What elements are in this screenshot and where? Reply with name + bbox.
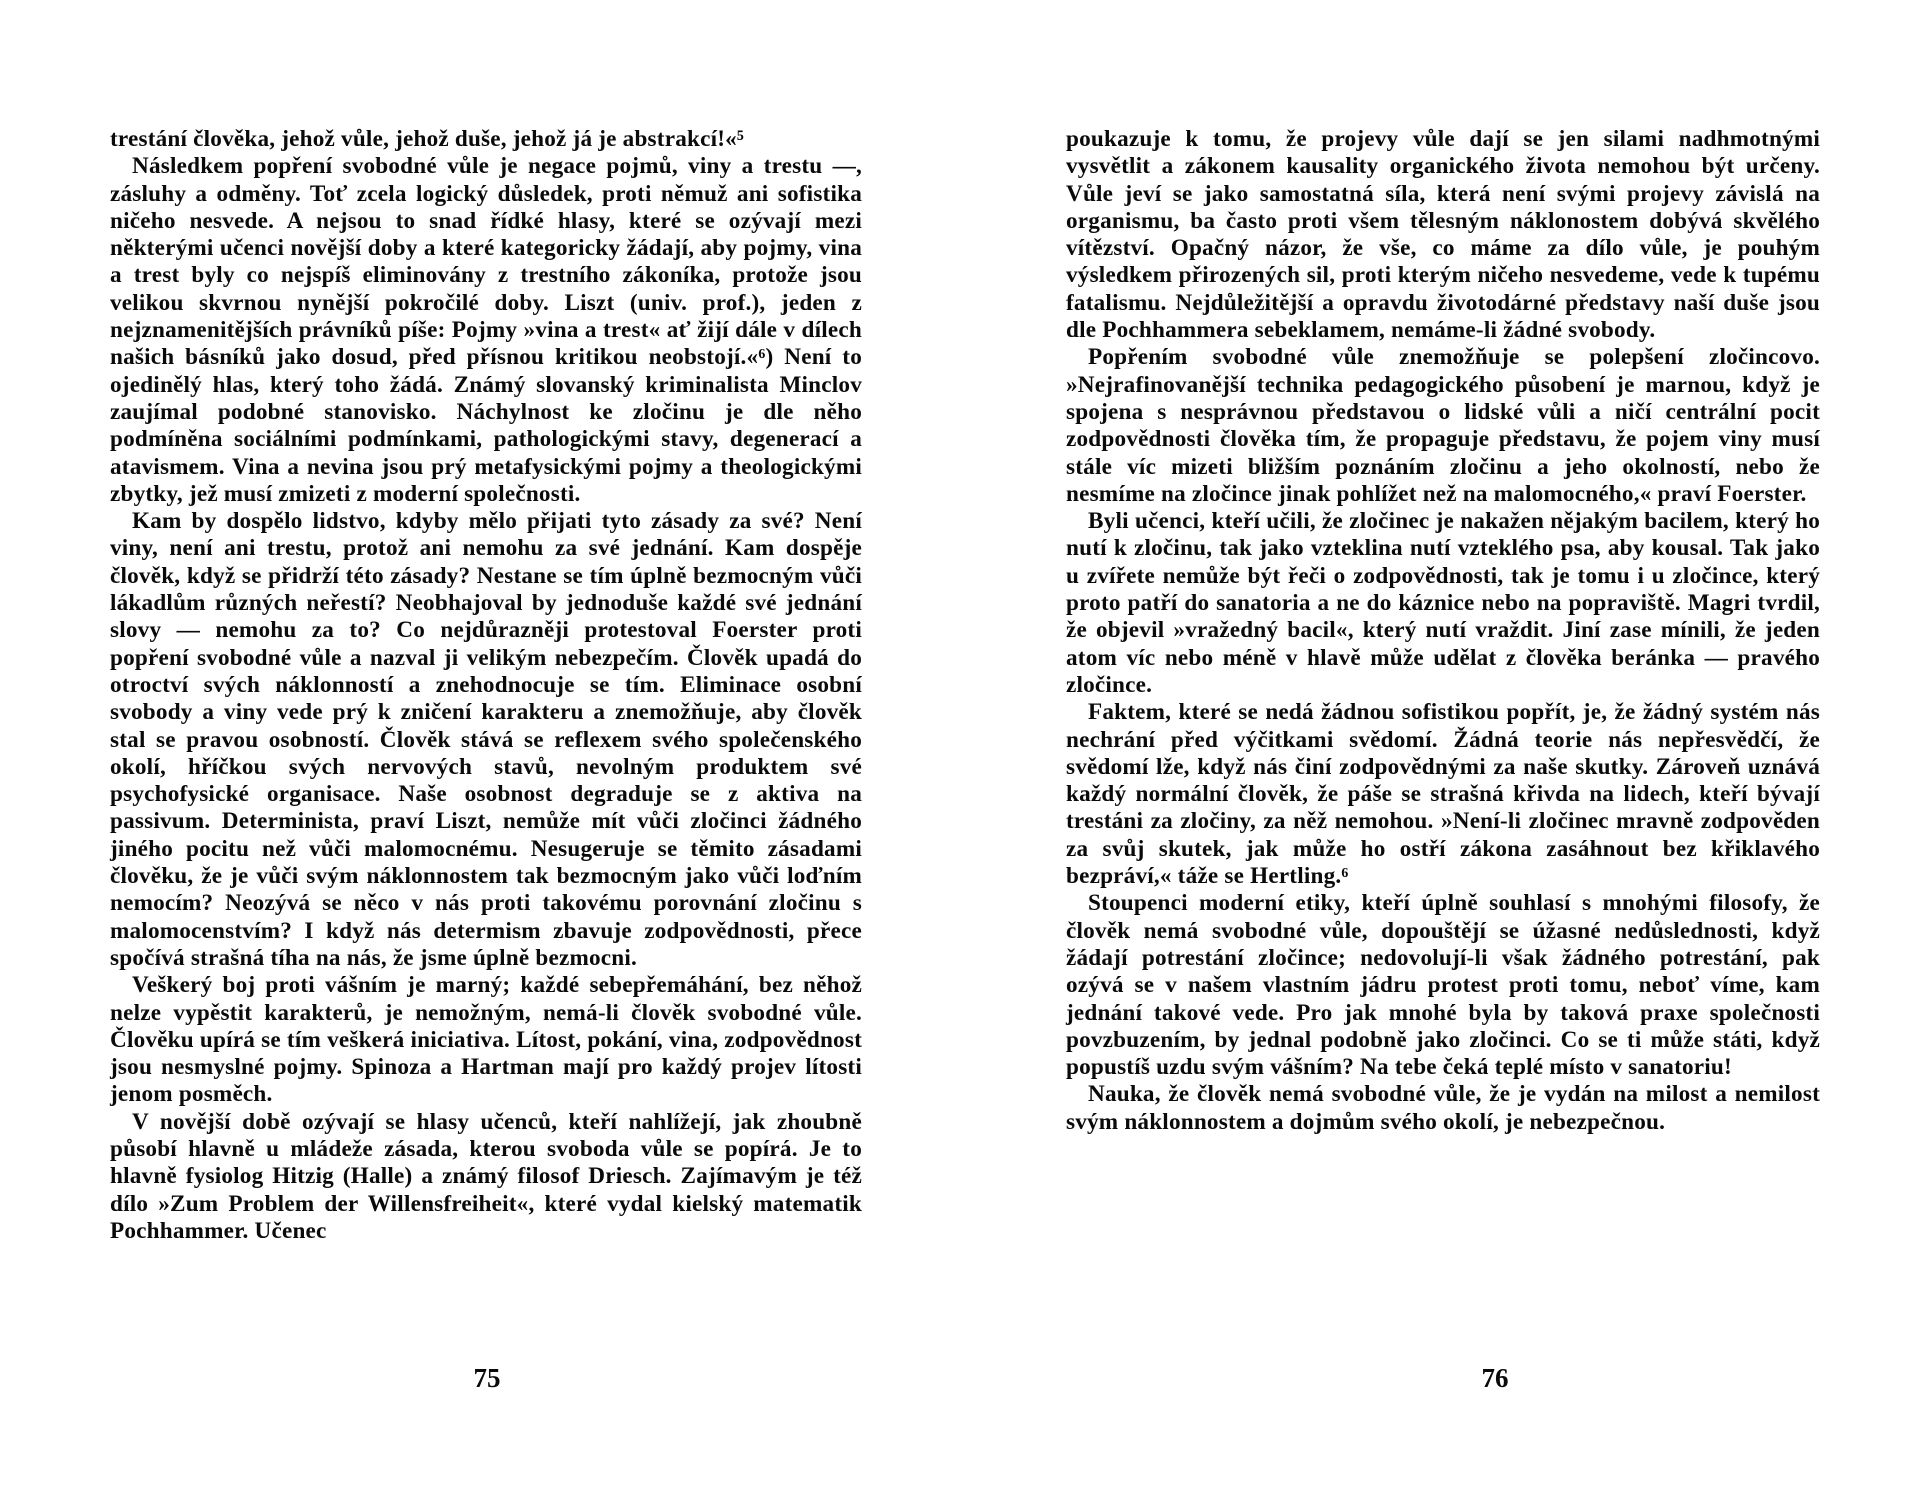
page-number: 76 (1481, 1363, 1509, 1393)
paragraph: Veškerý boj proti vášním je marný; každé sebepřemáhání, bez něhož nelze vypěstit karakterů, je nemožným, nemá-li člověk svobodné vůle. Člověku upírá se tím veškerá iniciativa. Lítost, pokání, vina, zodpovědnost jsou nesmyslné pojmy. Spinoza a Hartman mají pro každý projev lítosti jenom posměch. (110, 972, 862, 1108)
paragraph: Stoupenci moderní etiky, kteří úplně souhlasí s mnohými filosofy, že člověk nemá svobodné vůle, dopouštějí se úžasné nedůslednosti, když žádají potrestání zločince; nedovolují-li však žádného potrestání, pak ozývá se v našem vlastním jádru protest proti tomu, neboť víme, kam jednání takové vede. Pro jak mnohé byla by taková praxe společnosti povzbuzením, by jednal podobně jako zločinci. Co se ti může státi, když popustíš uzdu svým vášním? Na tebe čeká teplé místo v sanatoriu! (1066, 890, 1820, 1081)
right-page (961, 0, 1922, 1500)
paragraph: trestání člověka, jehož vůle, jehož duše, jehož já je abstrakcí!«⁵ (110, 126, 745, 152)
left-page-text (110, 126, 862, 1245)
right-page-text (1066, 126, 1820, 1136)
page-number: 75 (473, 1363, 501, 1393)
paragraph: Následkem popření svobodné vůle je negace pojmů, viny a trestu —, zásluhy a odměny. Toť zcela logický důsledek, proti němuž ani sofistika ničeho nesvede. A nejsou to snad řídké hlasy, které se ozývají mezi některými učenci novější doby a které kategoricky žádají, aby pojmy, vina a trest byly co nejspíš eliminovány z trestního zákoníka, protože jsou velikou skvrnou nynější pokročilé doby. Liszt (univ. prof.), jeden z nejznamenitějších právníků píše: Pojmy »vina a trest« ať žijí dále v dílech našich básníků jako dosud, před přísnou kritikou neobstojí.«⁶) Není to ojedinělý hlas, který toho žádá. Známý slovanský kriminalista Minclov zaujímal podobné stanovisko. Náchylnost ke zločinu je dle něho podmíněna sociálními podmínkami, pathologickými stavy, degenerací a atavismem. Vina a nevina jsou prý metafysickými pojmy a theologickými zbytky, jež musí zmizeti z moderní společnosti. (110, 153, 862, 507)
paragraph: Byli učenci, kteří učili, že zločinec je nakažen nějakým bacilem, který ho nutí k zločinu, tak jako vzteklina nutí vzteklého psa, aby kousal. Tak jako u zvířete nemůže být řeči o zodpovědnosti, tak je tomu i u zločince, který proto patří do sanatoria a ne do káznice nebo na popraviště. Magri tvrdil, že objevil »vražedný bacil«, který nutí vraždit. Jiní zase mínili, že jeden atom víc nebo méně v hlavě může udělat z člověka beránka — pravého zločince. (1066, 508, 1820, 698)
paragraph: Faktem, které se nedá žádnou sofistikou popřít, je, že žádný systém nás nechrání před výčitkami svědomí. Žádná teorie nás nepřesvědčí, že svědomí lže, když nás činí zodpovědnými za naše skutky. Zároveň uznává každý normální člověk, že páše se strašná křivda na lidech, kteří bývají trestáni za zločiny, za něž nemohou. »Není-li zločinec mravně zodpověden za svůj skutek, jak může ho ostří zákona zasáhnout bez křiklavého bezpráví,« táže se Hertling.⁶ (1066, 699, 1820, 890)
paragraph: Popřením svobodné vůle znemožňuje se polepšení zločincovo. »Nejrafinovanější technika pedagogického působení je marnou, když je spojena s nesprávnou představou o lidské vůli a ničí centrální pocit zodpovědnosti člověka tím, že propaguje představu, že pojem viny musí stále víc mizeti bližším poznáním zločinu a jeho okolností, nebo že nesmíme na zločince jinak pohlížet než na malomocného,« praví Foerster. (1066, 344, 1820, 507)
paragraph: V novější době ozývají se hlasy učenců, kteří nahlížejí, jak zhoubně působí hlavně u mládeže zásada, kterou svoboda vůle se popírá. Je to hlavně fysiolog Hitzig (Halle) a známý filosof Driesch. Zajímavým je též dílo »Zum Problem der Willensfreiheit«, které vydal kielský matematik Pochhammer. Učenec (110, 1108, 862, 1244)
paragraph: Kam by dospělo lidstvo, kdyby mělo přijati tyto zásady za své? Není viny, není ani trestu, protož ani nemohu za své jednání. Kam dospěje člověk, když se přidrží této zásady? Nestane se tím úplně bezmocným vůči lákadlům různých neřestí? Neobhajoval by jednoduše každé své jednání slovy — nemohu za to? Co nejdůrazněji protestoval Foerster proti popření svobodné vůle a nazval ji velikým nebezpečím. Člověk upadá do otroctví svých náklonností a znehodnocuje se tím. Eliminace osobní svobody a viny vede prý k zničení karakteru a znemožňuje, aby člověk stal se pravou osobností. Člověk stává se reflexem svého společenského okolí, hříčkou svých nervových stavů, nevolným produktem své psychofysické organisace. Naše osobnost degraduje se z aktiva na passivum. Determinista, praví Liszt, nemůže mít vůči zločinci žádného jiného pocitu než vůči malomocnému. Nesugeruje se těmito zásadami člověku, že je vůči svým náklonnostem tak bezmocným jako vůči loďním nemocím? Neozývá se něco v nás proti takovému porovnání zločinu s malomocenstvím? I když nás determism zbavuje zodpovědnosti, přece spočívá strašná tíha na nás, že jsme úplně bezmocni. (110, 508, 862, 971)
paragraph: poukazuje k tomu, že projevy vůle dají se jen silami nadhmotnými vysvětlit a zákonem kausality organického života nemohou být určeny. Vůle jeví se jako samostatná síla, která není svými projevy závislá na organismu, ba často proti všem tělesným náklonostem dobývá skvělého vítězství. Opačný názor, že vše, co máme za dílo vůle, je pouhým výsledkem přirozených sil, proti kterým ničeho nesvedeme, vede k tupému fatalismu. Nejdůležitější a opravdu životodárné představy naší duše jsou dle Pochhammera sebeklamem, nemáme-li žádné svobody. (1066, 126, 1820, 344)
paragraph: Nauka, že člověk nemá svobodné vůle, že je vydán na milost a nemilost svým náklonnostem a dojmům svého okolí, je nebezpečnou. (1066, 1081, 1820, 1135)
